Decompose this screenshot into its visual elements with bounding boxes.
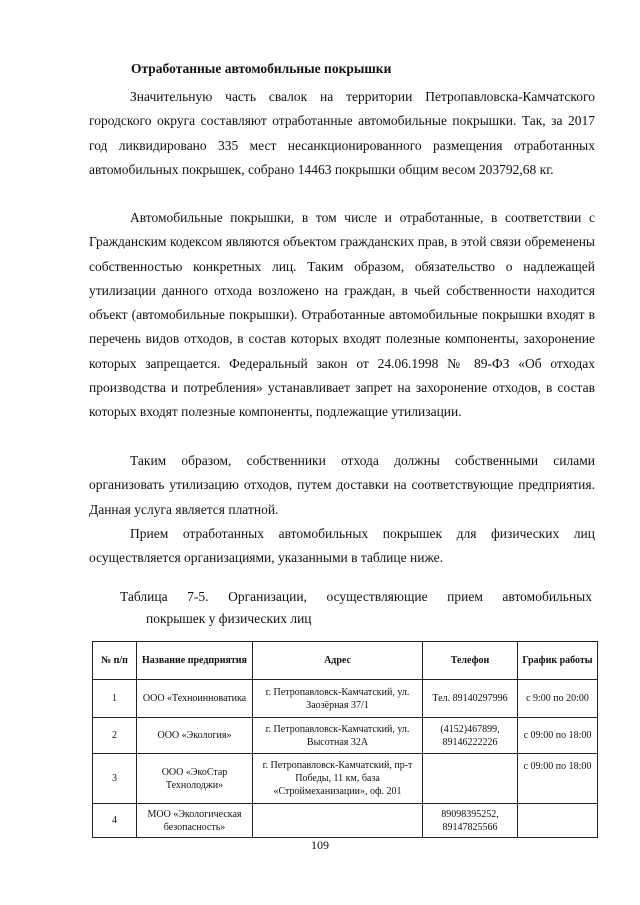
table-row bbox=[93, 718, 598, 754]
paragraph-4: Прием отработанных автомобильных покрышек для физических лиц осуществляется организациями, указанными в таблице ниже. bbox=[89, 526, 595, 566]
header-phone: Телефон bbox=[423, 642, 518, 680]
cell-address: г. Петропавловск-Камчатский, пр-т Победы, 11 км, база «Строймеханизации», оф. 201 bbox=[253, 754, 423, 804]
paragraph-3: Таким образом, собственники отхода должны собственными силами организовать утилизацию отходов, путем доставки на соответствующие предприятия. Данная услуга является платной. bbox=[89, 453, 595, 517]
cell-phone bbox=[423, 754, 518, 804]
table-caption-line-2: покрышек у физических лиц bbox=[146, 611, 312, 626]
cell-phone: 89098395252, 89147825566 bbox=[423, 804, 518, 838]
organizations-table bbox=[92, 641, 598, 838]
paragraph-1: Значительную часть свалок на территории Петропавловска-Камчатского городского округа составляют отработанные автомобильные покрышки. Так, за 2017 год ликвидировано 335 мест несанкционированного размещения отработанных автомобильных покрышек, собрано 14463 покрышки общим весом 203792,68 кг. bbox=[89, 89, 595, 177]
cell-schedule: с 09:00 по 18:00 bbox=[518, 718, 598, 754]
cell-schedule: с 9:00 по 20:00 bbox=[518, 680, 598, 718]
section-heading: Отработанные автомобильные покрышки bbox=[131, 61, 392, 76]
cell-phone: Тел. 89140297996 bbox=[423, 680, 518, 718]
cell-address: г. Петропавловск-Камчатский, ул. Высотная 32А bbox=[253, 718, 423, 754]
cell-name: ООО «Экология» bbox=[137, 718, 253, 754]
table-row bbox=[93, 754, 598, 804]
table-row bbox=[93, 804, 598, 838]
header-number: № п/п bbox=[93, 642, 137, 680]
table-caption-line-1: Таблица 7-5. Организации, осуществляющие прием автомобильных bbox=[120, 589, 592, 604]
cell-number: 1 bbox=[93, 680, 137, 718]
page-number: 109 bbox=[311, 838, 329, 852]
cell-address: г. Петропавловск-Камчатский, ул. Заозёрная 37/1 bbox=[253, 680, 423, 718]
cell-number: 3 bbox=[93, 754, 137, 804]
header-name: Название предприятия bbox=[137, 642, 253, 680]
header-schedule: График работы bbox=[518, 642, 598, 680]
cell-schedule bbox=[518, 804, 598, 838]
cell-name: ООО «Техноинноватика bbox=[137, 680, 253, 718]
paragraph-2: Автомобильные покрышки, в том числе и отработанные, в соответствии с Гражданским кодексом являются объектом гражданских прав, в этой связи обременены собственностью конкретных лиц. Таким образом, обязательство о надлежащей утилизации данного отхода возложено на граждан, в чьей собственности находится объект (автомобильные покрышки). Отработанные автомобильные покрышки входят в перечень видов отходов, в состав которых входят полезные компоненты, захоронение которых запрещается. Федеральный закон от 24.06.1998 № 89-ФЗ «Об отходах производства и потребления» устанавливает запрет на захоронение отходов, в состав которых входят полезные компоненты, подлежащие утилизации. bbox=[89, 210, 595, 420]
table-header-row bbox=[93, 642, 598, 680]
cell-number: 4 bbox=[93, 804, 137, 838]
cell-name: ООО «ЭкоСтар Технолоджи» bbox=[137, 754, 253, 804]
header-address: Адрес bbox=[253, 642, 423, 680]
cell-phone: (4152)467899, 89146222226 bbox=[423, 718, 518, 754]
cell-name: МОО «Экологическая безопасность» bbox=[137, 804, 253, 838]
cell-number: 2 bbox=[93, 718, 137, 754]
table-row bbox=[93, 680, 598, 718]
cell-schedule: с 09:00 по 18:00 bbox=[518, 754, 598, 804]
cell-address bbox=[253, 804, 423, 838]
